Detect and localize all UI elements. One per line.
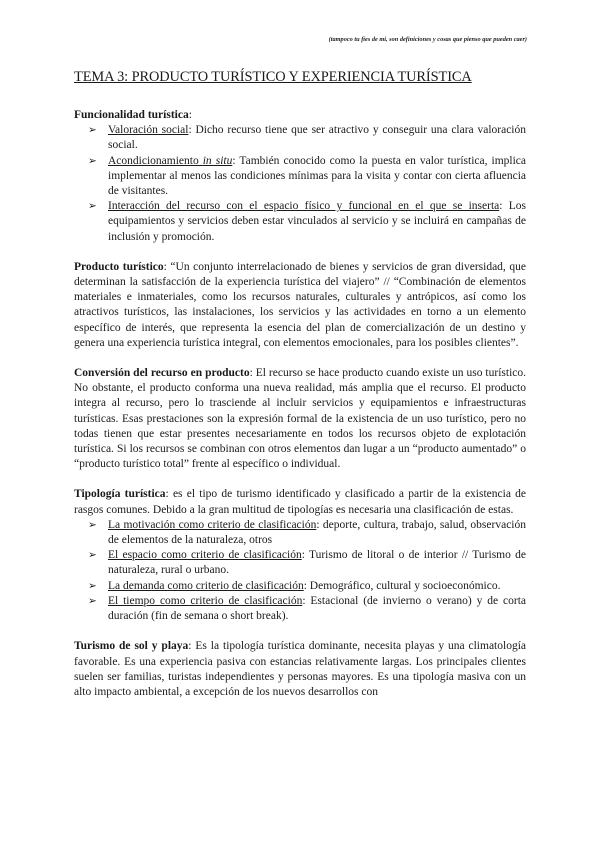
funcionalidad-heading: Funcionalidad turística — [74, 109, 189, 121]
item-term — [108, 155, 232, 167]
arrow-bullet-icon: ➢ — [88, 595, 97, 607]
arrow-bullet-icon: ➢ — [88, 519, 97, 531]
list-item — [88, 579, 526, 594]
item-text: : Demográfico, cultural y socioeconómico. — [303, 579, 501, 592]
arrow-bullet-icon: ➢ — [88, 201, 97, 213]
item-text: : deporte, cultura, trabajo, salud, observación de elementos de la naturaleza, otros — [108, 518, 526, 547]
tipologia-text: : es el tipo de turismo identificado y clasificado a partir de la existencia de rasgos comunes. Debido a la gran multitud de tipologías es necesaria una clasificación de estas. — [74, 488, 526, 516]
item-text: : También conocido como la puesta en valor turística, implica implementar al menos las condiciones mínimas para la visita y contar con cierta afluencia de visitantes. — [108, 154, 526, 198]
item-text: : Dicho recurso tiene que ser atractivo y conseguir una clara valoración social. — [108, 124, 526, 152]
conversion-paragraph — [74, 366, 526, 472]
item-text: : Turismo de litoral o de interior // Turismo de naturaleza, rural o urbano. — [108, 549, 526, 577]
item-text: : Los equipamientos y servicios deben estar vinculados al servicio y se incluirá en campañas de inclusión y promoción. — [108, 200, 526, 243]
item-term: La motivación como criterio de clasificación — [108, 518, 317, 531]
page-title: TEMA 3: PRODUCTO TURÍSTICO Y EXPERIENCIA TURÍSTICA — [74, 69, 472, 85]
arrow-bullet-icon: ➢ — [88, 580, 97, 592]
conversion-heading: Conversión del recurso en producto — [74, 367, 250, 380]
tipologia-list — [74, 518, 526, 624]
item-term: Interacción del recurso con el espacio físico y funcional en el que se inserta — [108, 200, 500, 213]
producto-paragraph — [74, 260, 526, 351]
sol-playa-text: : Es la tipología turística dominante, necesita playas y una climatología favorable. Es una experiencia pasiva con estancias relativamente largas. Los principales clientes suelen ser familias, turistas independientes y personas mayores. Es una tipología masiva con un alto impacto ambiental, a excepción de los nuevos desarrollos con — [74, 640, 526, 698]
author-note: (tampoco tu fíes de mi, son definiciones y cosas que pienso que pueden caer) — [328, 36, 527, 43]
list-item — [88, 154, 526, 200]
item-term: El espacio como criterio de clasificación — [108, 549, 302, 562]
list-item — [88, 123, 526, 153]
sol-playa-paragraph — [74, 639, 526, 700]
list-item — [88, 518, 526, 548]
sol-playa-heading: Turismo de sol y playa — [74, 640, 189, 653]
item-text: : Estacional (de invierno o verano) y de corta duración (fin de semana o short break). — [108, 594, 526, 623]
item-term-main: Acondicionamiento — [108, 154, 203, 167]
producto-text: : “Un conjunto interrelacionado de bienes y servicios de gran diversidad, que determinan la satisfacción de la experiencia turística del viajero” // “Combinación de elementos materiales e inmateriales, como los recursos naturales, culturales y antrópicos, así como los atractivos turísticos, las instalaciones, los servicios y las actividades en torno a un elemento específico de interés, que representa la esencia del plan de comercialización de un destino y genera una experiencia turística integral, con elementos emocionales, para los posibles clientes”. — [74, 260, 526, 349]
arrow-bullet-icon: ➢ — [88, 155, 97, 167]
conversion-text: : El recurso se hace producto cuando existe un uso turístico. No obstante, el producto conforma una nueva realidad, más amplia que el recurso. El producto integra al recurso, pero lo trasciende al incluir servicios y equipamientos e infraestructuras turísticas. Esas prestaciones son la expresión formal de la existencia de un uso turístico, pero no todas tienen que estar presentes necesariamente en todos los recursos objeto de explotación turística. Si los recursos se combinan con otros elementos dan lugar a un “producto aumentado” o “producto turístico total” frente al específico o individual. — [74, 367, 526, 471]
tipologia-paragraph — [74, 487, 526, 517]
list-item — [88, 199, 526, 245]
item-term-italic: in situ — [202, 154, 233, 167]
funcionalidad-heading-para: Funcionalidad turística: — [74, 109, 192, 121]
tipologia-heading: Tipología turística — [74, 488, 166, 501]
producto-heading: Producto turístico — [74, 260, 164, 273]
funcionalidad-list — [74, 123, 526, 245]
arrow-bullet-icon: ➢ — [88, 550, 97, 562]
arrow-bullet-icon: ➢ — [88, 125, 97, 137]
list-item — [88, 548, 526, 578]
item-term: Valoración social — [108, 124, 189, 137]
document-body — [74, 108, 526, 700]
list-item — [88, 594, 526, 624]
item-term: El tiempo como criterio de clasificación — [108, 594, 303, 607]
item-term: La demanda como criterio de clasificación — [108, 579, 304, 592]
